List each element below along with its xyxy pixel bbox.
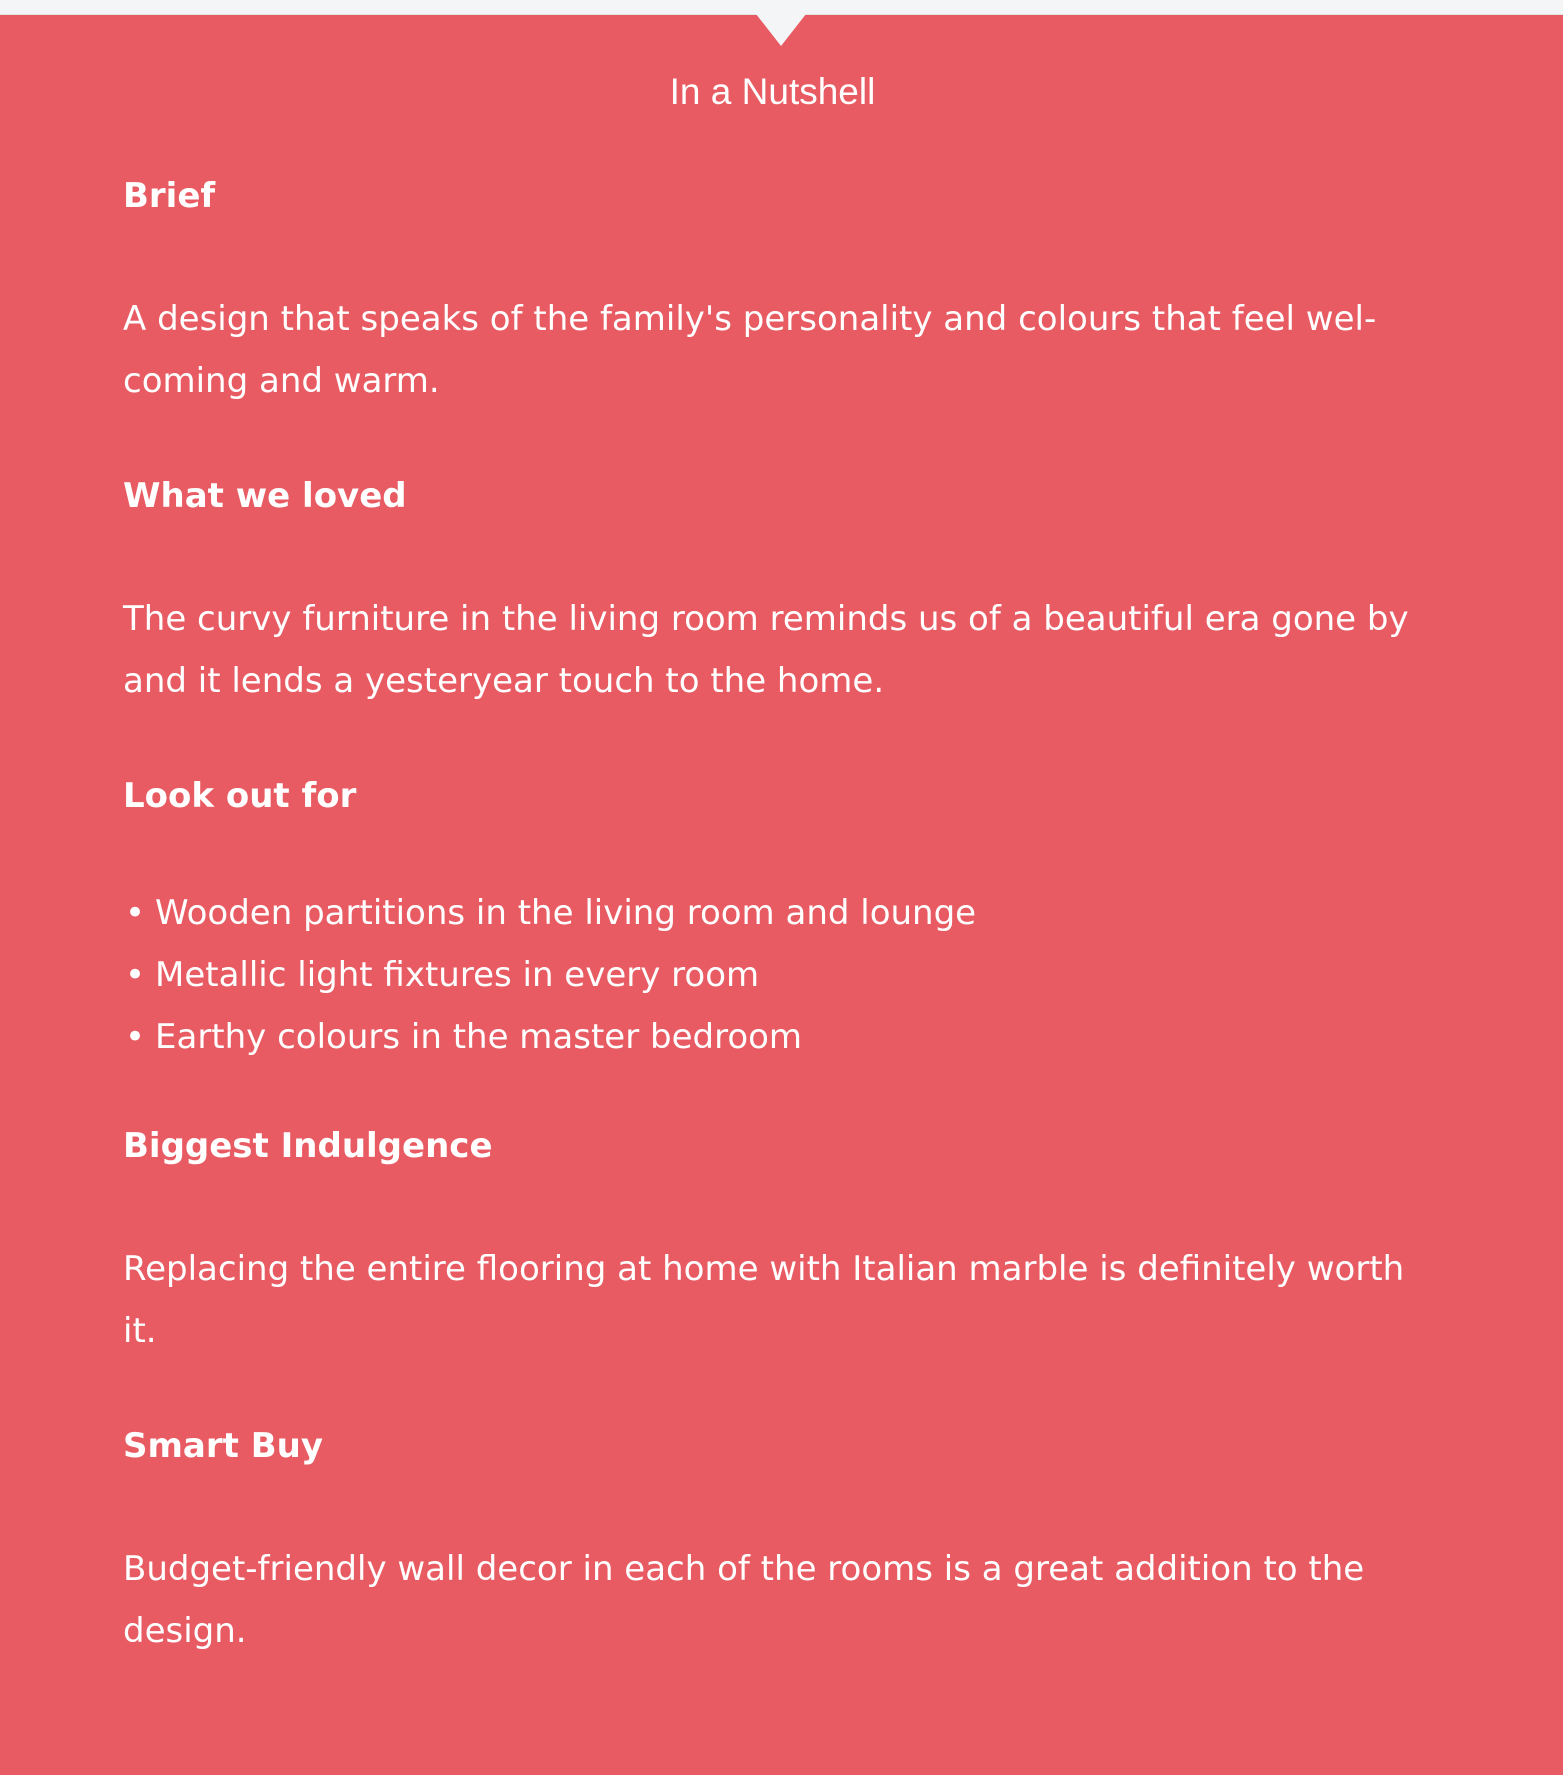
list-item — [123, 882, 1478, 944]
look-out-list — [123, 882, 1478, 1068]
nutshell-content — [123, 168, 1478, 1662]
brief-line-1: A design that speaks of the family's personality and colours that feel wel- — [123, 299, 1377, 339]
indulgence-text — [123, 1238, 1478, 1362]
brief-text — [123, 288, 1478, 412]
brief-line-2: coming and warm. — [123, 361, 440, 401]
caret-down-icon — [756, 14, 806, 46]
smart-buy-text — [123, 1538, 1478, 1662]
loved-heading: What we loved — [123, 476, 407, 516]
bullet-icon: • — [125, 893, 146, 933]
smart-buy-line-1: Budget-friendly wall decor in each of the rooms is a great addition to the — [123, 1549, 1365, 1589]
list-item — [123, 1006, 1478, 1068]
loved-line-2: and it lends a yesteryear touch to the home. — [123, 661, 885, 701]
smart-buy-heading: Smart Buy — [123, 1426, 323, 1466]
list-item-text: Earthy colours in the master bedroom — [155, 1017, 803, 1057]
indulgence-line-1: Replacing the entire flooring at home with Italian marble is definitely worth — [123, 1249, 1405, 1289]
page-title: In a Nutshell — [669, 71, 876, 112]
indulgence-heading: Biggest Indulgence — [123, 1126, 493, 1166]
loved-line-1: The curvy furniture in the living room reminds us of a beautiful era gone by — [123, 599, 1409, 639]
indulgence-line-2: it. — [123, 1311, 157, 1351]
look-out-heading: Look out for — [123, 776, 357, 816]
smart-buy-line-2: design. — [123, 1611, 247, 1651]
bullet-icon: • — [125, 955, 146, 995]
top-strip — [0, 0, 1563, 15]
list-item-text: Metallic light fixtures in every room — [155, 955, 760, 995]
brief-heading: Brief — [123, 176, 216, 216]
bullet-icon: • — [125, 1017, 146, 1057]
list-item — [123, 944, 1478, 1006]
loved-text — [123, 588, 1478, 712]
list-item-text: Wooden partitions in the living room and lounge — [155, 893, 977, 933]
